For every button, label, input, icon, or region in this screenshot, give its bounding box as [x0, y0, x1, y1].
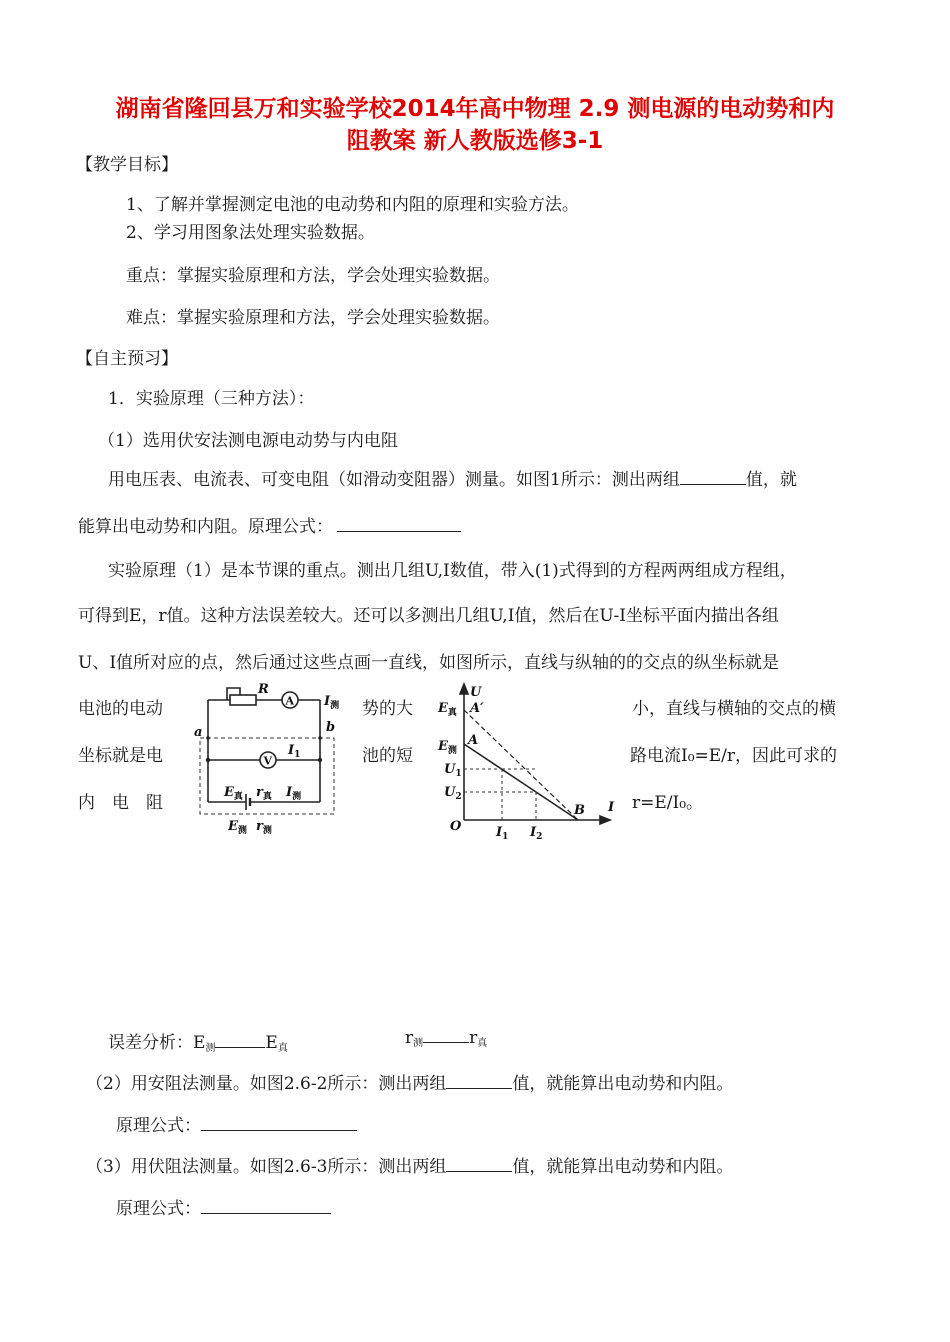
- label-R: R: [258, 682, 269, 697]
- label-U1: $U_1$: [444, 762, 462, 779]
- r-meas-sub: 测: [413, 1038, 424, 1049]
- e-true-sub: 真: [277, 1043, 288, 1054]
- principle-intro: 1．实验原理（三种方法）：: [108, 389, 315, 409]
- i-axis-arrow: [600, 816, 610, 824]
- method2-formula: [116, 1111, 357, 1136]
- wrap-row2-c: 路电流I₀=E/r，因此可求的: [630, 746, 838, 766]
- goal-item-1: 1、了解并掌握测定电池的电动势和内阻的原理和实验方法。: [126, 195, 579, 215]
- blank-two-groups[interactable]: [680, 483, 746, 485]
- formula-label-2: 原理公式：: [116, 1116, 201, 1136]
- blank-formula-1[interactable]: [337, 530, 461, 532]
- goal-item-2: 2、学习用图象法处理实验数据。: [126, 223, 375, 243]
- wrap-row1-a: 电池的电动: [78, 699, 163, 719]
- label-I1: $I_1$: [496, 825, 509, 840]
- label-I2: $I_2$: [530, 825, 543, 840]
- ui-graph: [432, 680, 622, 840]
- method1-text-a: 用电压表、电流表、可变电阻（如滑动变阻器）测量。如图1所示：测出两组: [108, 470, 680, 490]
- method2-text-a: （2）用安阻法测量。如图2.6-2所示：测出两组: [86, 1074, 447, 1094]
- method3-line: [86, 1152, 733, 1177]
- label-U-axis: U: [470, 685, 482, 700]
- difficult-point: 难点：掌握实验原理和方法，学会处理实验数据。: [126, 308, 500, 328]
- preview-heading: 【自主预习】: [76, 349, 178, 369]
- label-E-true: $E_真$: [224, 785, 243, 802]
- blank-method2-groups[interactable]: [446, 1087, 512, 1089]
- label-E-meas: $E_测$: [228, 819, 247, 836]
- wrap-row3-c: r=E/I₀。: [632, 793, 704, 813]
- label-E-true: $E_真$: [438, 701, 457, 718]
- document-title-line2: 阻教案 新人教版选修3-1: [346, 128, 604, 154]
- label-b: b: [326, 720, 336, 735]
- resistor-r: [230, 695, 256, 705]
- r-true-sub: 真: [477, 1038, 488, 1049]
- method3-formula: [116, 1194, 331, 1219]
- blank-e-compare[interactable]: [215, 1046, 265, 1048]
- label-r-true: $r_真$: [256, 785, 272, 802]
- method1-formula: [78, 512, 461, 537]
- method1-text-c: 能算出电动势和内阻。原理公式：: [78, 517, 333, 537]
- label-ammeter: A: [285, 694, 295, 708]
- label-E-meas: $E_测$: [438, 739, 457, 756]
- wrap-row2-b: 池的短: [362, 746, 413, 766]
- label-I1: $I_1$: [288, 743, 301, 760]
- blank-formula-3[interactable]: [201, 1212, 331, 1214]
- r-true: r: [469, 1028, 478, 1048]
- wrap-row2-a: 坐标就是电: [78, 746, 163, 766]
- document-title-line1: 湖南省隆回县万和实验学校2014年高中物理 2.9 测电源的电动势和内: [115, 96, 835, 122]
- label-voltmeter: V: [263, 754, 273, 768]
- para-line-2: 可得到E，r值。这种方法误差较大。还可以多测出几组U,I值，然后在U-I坐标平面内描出各组: [78, 606, 779, 626]
- label-I-meas: $I_测$: [324, 694, 340, 711]
- method2-line: [86, 1069, 733, 1094]
- label-I-meas-2: $I_测$: [286, 785, 302, 802]
- error-analysis: [108, 1028, 288, 1054]
- blank-r-compare[interactable]: [423, 1041, 469, 1043]
- e-true: E: [265, 1033, 278, 1053]
- wrap-row1-b: 势的大: [362, 699, 413, 719]
- r-meas: r: [405, 1028, 414, 1048]
- para-line-1: 实验原理（1）是本节课的重点。测出几组U,I数值，带入(1)式得到的方程两两组成方程组，: [108, 561, 797, 581]
- para-line-3: U、I值所对应的点，然后通过这些点画一直线，如图所示，直线与纵轴的的交点的纵坐标就是: [78, 653, 780, 673]
- blank-method3-groups[interactable]: [446, 1170, 512, 1172]
- goals-heading: 【教学目标】: [76, 155, 178, 175]
- label-B: B: [574, 803, 585, 818]
- method2-text-b: 值，就能算出电动势和内阻。: [512, 1074, 734, 1094]
- u-axis-arrow: [460, 684, 468, 694]
- label-r-meas: $r_测$: [256, 819, 272, 836]
- method3-text-a: （3）用伏阻法测量。如图2.6-3所示：测出两组: [86, 1157, 447, 1177]
- r-error-analysis: [405, 1028, 487, 1049]
- label-A-prime: A′: [470, 701, 484, 716]
- true-line-dashed: [464, 710, 578, 820]
- key-point: 重点：掌握实验原理和方法，学会处理实验数据。: [126, 266, 500, 286]
- blank-formula-2[interactable]: [201, 1129, 357, 1131]
- label-U2: $U_2$: [444, 785, 462, 802]
- wrap-row1-c: 小，直线与横轴的交点的横: [632, 699, 836, 719]
- label-a: a: [194, 725, 203, 740]
- e-meas-sub: 测: [205, 1043, 216, 1054]
- label-I-axis: I: [608, 800, 615, 815]
- measured-line: [464, 744, 578, 820]
- method1-text-b: 值，就: [745, 470, 797, 490]
- formula-label-3: 原理公式：: [116, 1199, 201, 1219]
- label-A: A: [468, 733, 479, 748]
- method1-title: （1）选用伏安法测电源电动势与内电阻: [98, 431, 398, 451]
- method1-text: [108, 465, 797, 490]
- error-label: 误差分析：E: [108, 1033, 206, 1053]
- label-origin: O: [450, 819, 462, 834]
- method3-text-b: 值，就能算出电动势和内阻。: [512, 1157, 734, 1177]
- wrap-row3-a: 内 电 阻: [78, 793, 163, 813]
- circuit-diagram: [190, 680, 350, 840]
